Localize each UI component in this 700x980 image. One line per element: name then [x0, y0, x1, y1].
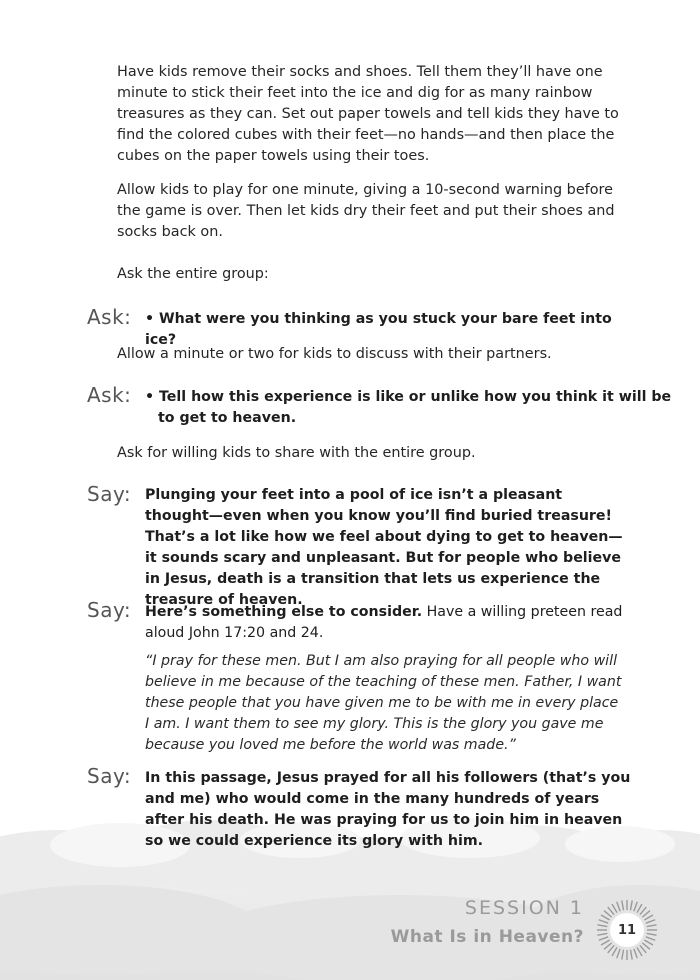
instruction-paragraph: Ask for willing kids to share with the entire group.	[117, 445, 476, 461]
ask-cue-label: Ask:	[87, 305, 132, 329]
ask-cue-label: Ask:	[87, 383, 132, 407]
instruction-paragraph: Ask the entire group:	[117, 266, 269, 282]
say-script: In this passage, Jesus prayed for all his followers (that’s you and me) who would come in the many hundreds of years after his death. He was praying for us to join him in heaven so we could experience its glory with him.	[145, 770, 631, 849]
session-label: SESSION 1	[464, 897, 584, 919]
instruction-paragraph: Allow kids to play for one minute, giving a 10-second warning before the game is over. Then let kids dry their feet and put their shoes and socks back on.	[117, 182, 615, 240]
page-number-badge	[595, 898, 659, 962]
ask-question-continued: to get to heaven.	[158, 410, 297, 426]
say-script-bold: Here’s something else to consider.	[145, 604, 423, 620]
ask-question: • What were you thinking as you stuck your bare feet into ice?	[145, 311, 612, 348]
say-script-rest: Have a willing preteen read aloud John 17:20 and 24.	[145, 604, 623, 641]
session-title: What Is in Heaven?	[390, 927, 584, 947]
say-cue-label: Say:	[87, 482, 132, 506]
say-cue-label: Say:	[87, 764, 132, 788]
instruction-paragraph: Allow a minute or two for kids to discuss with their partners.	[117, 346, 552, 362]
ask-question: • Tell how this experience is like or unlike how you think it will be	[145, 389, 672, 405]
scripture-quote: “I pray for these men. But I am also praying for all people who will believe in me because of the teaching of these men. Father, I want these people that you have given me to be with me in every place I am. I want them to see my glory. This is the glory you gave me because you loved me before the world was made.”	[145, 653, 622, 753]
say-script: Plunging your feet into a pool of ice isn’t a pleasant thought—even when you know you’ll find buried treasure! That’s a lot like how we feel about dying to get to heaven—it sounds scary and unpleasant. But for people who believe in Jesus, death is a transition that lets us experience the treasure of heaven.	[145, 487, 623, 608]
say-script	[145, 602, 630, 644]
page-number: 11	[617, 922, 637, 938]
say-cue-label: Say:	[87, 598, 132, 622]
instruction-paragraph: Have kids remove their socks and shoes. Tell them they’ll have one minute to stick their feet into the ice and dig for as many rainbow treasures as they can. Set out paper towels and tell kids they have to find the colored cubes with their feet—no hands—and then place the cubes on the paper towels using their toes.	[117, 64, 619, 164]
